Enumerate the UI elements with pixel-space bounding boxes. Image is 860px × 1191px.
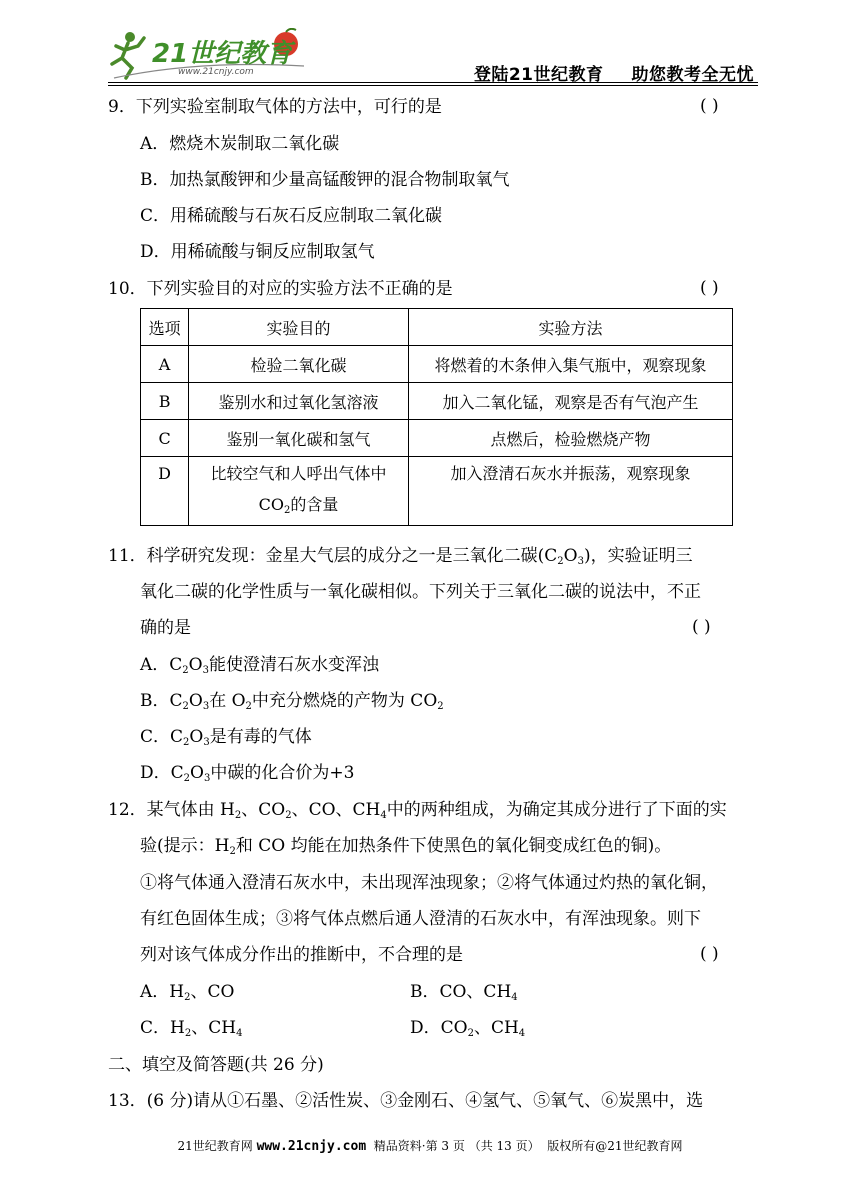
site-logo xyxy=(108,28,308,82)
table-cell: B xyxy=(141,383,189,420)
svg-text:www.21cnjy.com: www.21cnjy.com xyxy=(178,67,254,77)
q12-option-c: C．$H_2$、$CH_4$ xyxy=(140,1018,243,1039)
q9-answer-paren: ( ) xyxy=(700,96,719,116)
table-cell: C xyxy=(141,420,189,457)
table-header-cell: 实验目的 xyxy=(189,309,409,346)
header-rule xyxy=(108,82,758,83)
table-header-row xyxy=(141,309,733,346)
table-cell: 鉴别一氧化碳和氢气 xyxy=(189,420,409,457)
q10-answer-paren: ( ) xyxy=(700,278,719,298)
q12-line-3: ①将气体通入澄清石灰水中，未出现浑浊现象；②将气体通过灼热的氧化铜， xyxy=(140,873,718,893)
table-cell: A xyxy=(141,346,189,383)
experiment-table xyxy=(140,308,733,526)
page-footer xyxy=(0,1137,860,1154)
slogan-right: 助您教考全无忧 xyxy=(631,65,754,85)
table-cell: 加入澄清石灰水并振荡，观察现象 xyxy=(408,457,732,526)
q11-line-2: 氧化二碳的化学性质与一氧化碳相似。下列关于三氧化二碳的说法中，不正 xyxy=(140,582,701,602)
section-title: 二、填空及简答题(共 26 分) xyxy=(108,1055,324,1075)
table-row xyxy=(141,383,733,420)
table-cell: 鉴别水和过氧化氢溶液 xyxy=(189,383,409,420)
footer-page: 精品资料·第 3 页 （共 13 页） xyxy=(373,1139,540,1153)
q11-line-3: 确的是 xyxy=(140,618,191,638)
q11-answer-paren: ( ) xyxy=(692,617,711,637)
q11-option-b: B．$C_2O_3$在 $O_2$中充分燃烧的产物为 $CO_2$ xyxy=(140,691,444,712)
table-cell: 比较空气和人呼出气体中 $CO_2$的含量 xyxy=(189,457,409,526)
q11-option-c: C．$C_2O_3$是有毒的气体 xyxy=(140,727,312,748)
q11-option-d: D．$C_2O_3$中碳的化合价为+3 xyxy=(140,763,355,784)
q12-answer-paren: ( ) xyxy=(700,944,719,964)
table-row xyxy=(141,346,733,383)
slogan-left: 登陆21世纪教育 xyxy=(473,65,604,85)
q11-option-a: A．$C_2O_3$能使澄清石灰水变浑浊 xyxy=(140,655,379,676)
q9-stem: 9．下列实验室制取气体的方法中，可行的是 xyxy=(108,97,442,117)
q12-line-4: 有红色固体生成；③将气体点燃后通人澄清的石灰水中，有浑浊现象。则下 xyxy=(140,909,701,929)
q12-line-1: 12．某气体由 $H_2$、$CO_2$、CO、$CH_4$中的两种组成，为确定其成分进行了下面的实 xyxy=(108,800,727,821)
table-header-cell: 实验方法 xyxy=(408,309,732,346)
table-cell: D xyxy=(141,457,189,526)
table-row xyxy=(141,457,733,526)
q12-line-2: 验(提示：$H_2$和 CO 均能在加热条件下使黑色的氧化铜变成红色的铜)。 xyxy=(140,836,672,857)
logo-graphic xyxy=(108,28,308,82)
q9-option-a: A．燃烧木炭制取二氧化碳 xyxy=(140,134,340,154)
q12-option-b: B．CO、$CH_4$ xyxy=(410,982,518,1003)
footer-rights: 版权所有@21世纪教育网 xyxy=(547,1139,683,1153)
page-header xyxy=(108,28,760,84)
table-cell: 点燃后，检验燃烧产物 xyxy=(408,420,732,457)
table-row xyxy=(141,420,733,457)
q13-line-1: 13．(6 分)请从①石墨、②活性炭、③金刚石、④氢气、⑤氧气、⑥炭黑中，选 xyxy=(108,1091,704,1111)
table-cell: 加入二氧化锰，观察是否有气泡产生 xyxy=(408,383,732,420)
table-header-cell: 选项 xyxy=(141,309,189,346)
q10-stem: 10．下列实验目的对应的实验方法不正确的是 xyxy=(108,279,453,299)
q9-option-d: D．用稀硫酸与铜反应制取氢气 xyxy=(140,242,375,262)
q12-option-a: A．$H_2$、CO xyxy=(140,982,235,1003)
svg-text:21世纪教育: 21世纪教育 xyxy=(152,39,293,69)
q11-line-1: 11．科学研究发现：金星大气层的成分之一是三氧化二碳$(C_2O_3)$，实验证明三 xyxy=(108,546,693,567)
footer-site: 21世纪教育网 xyxy=(177,1139,253,1153)
q12-line-5: 列对该气体成分作出的推断中，不合理的是 xyxy=(140,945,463,965)
table-cell: 检验二氧化碳 xyxy=(189,346,409,383)
table-cell: 将燃着的木条伸入集气瓶中，观察现象 xyxy=(408,346,732,383)
footer-url: www.21cnjy.com xyxy=(256,1139,367,1154)
q12-option-d: D．$CO_2$、$CH_4$ xyxy=(410,1018,526,1039)
header-rule-thin xyxy=(108,85,758,86)
q9-option-c: C．用稀硫酸与石灰石反应制取二氧化碳 xyxy=(140,206,443,226)
q9-option-b: B．加热氯酸钾和少量高锰酸钾的混合物制取氧气 xyxy=(140,170,510,190)
